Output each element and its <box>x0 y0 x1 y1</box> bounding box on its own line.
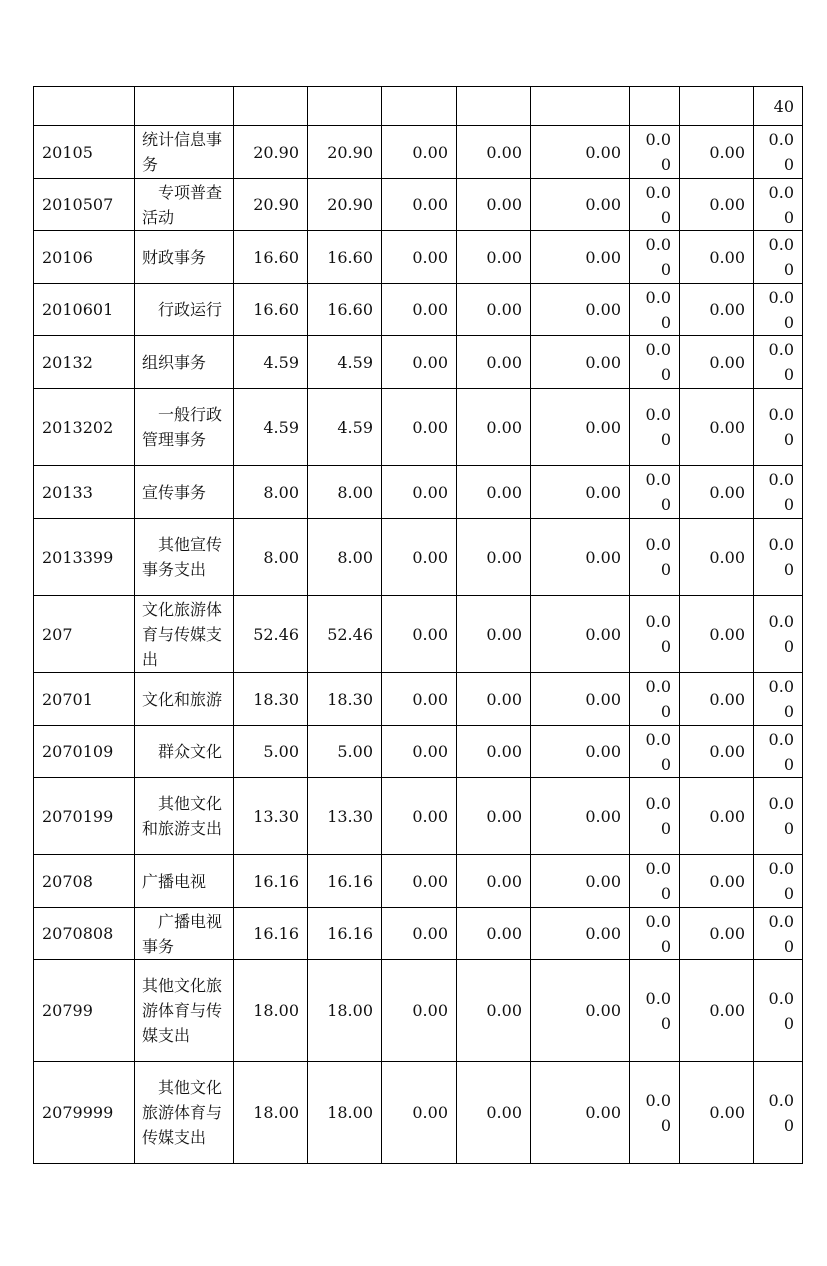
value-col-2: 13.30 <box>308 778 382 855</box>
value-col-7: 0.00 <box>680 389 754 466</box>
value-col-2: 16.16 <box>308 908 382 960</box>
value-col-6: 0.0 0 <box>630 179 680 231</box>
table-row <box>34 231 803 284</box>
value-col-4: 0.00 <box>457 726 531 778</box>
subject-code: 20701 <box>34 673 135 726</box>
subject-code: 20132 <box>34 336 135 389</box>
value-col-2: 8.00 <box>308 519 382 596</box>
table-row-top <box>34 87 803 126</box>
subject-name: 宣传事务 <box>135 466 234 519</box>
empty-cell <box>382 87 457 126</box>
value-col-4: 0.00 <box>457 466 531 519</box>
value-col-4: 0.00 <box>457 179 531 231</box>
value-col-4: 0.00 <box>457 778 531 855</box>
subject-name: 财政事务 <box>135 231 234 284</box>
value-col-1: 4.59 <box>234 389 308 466</box>
value-col-8: 0.0 0 <box>754 284 803 336</box>
subject-code: 2070109 <box>34 726 135 778</box>
subject-name: 广播电视事务 <box>135 908 234 960</box>
table-row <box>34 855 803 908</box>
value-col-1: 16.60 <box>234 231 308 284</box>
value-col-6: 0.0 0 <box>630 466 680 519</box>
value-col-2: 18.00 <box>308 1062 382 1164</box>
table-row <box>34 726 803 778</box>
value-col-3: 0.00 <box>382 389 457 466</box>
value-col-3: 0.00 <box>382 1062 457 1164</box>
subject-code: 20133 <box>34 466 135 519</box>
value-col-5: 0.00 <box>531 778 630 855</box>
empty-cell <box>630 87 680 126</box>
value-col-3: 0.00 <box>382 284 457 336</box>
value-col-7: 0.00 <box>680 519 754 596</box>
value-col-4: 0.00 <box>457 908 531 960</box>
table-row <box>34 126 803 179</box>
value-col-5: 0.00 <box>531 126 630 179</box>
value-col-1: 16.16 <box>234 908 308 960</box>
value-col-7: 0.00 <box>680 179 754 231</box>
empty-cell <box>308 87 382 126</box>
value-col-1: 18.30 <box>234 673 308 726</box>
value-col-6: 0.0 0 <box>630 908 680 960</box>
value-col-7: 0.00 <box>680 908 754 960</box>
value-col-1: 16.16 <box>234 855 308 908</box>
value-col-8: 0.0 0 <box>754 519 803 596</box>
value-col-3: 0.00 <box>382 466 457 519</box>
empty-cell <box>135 87 234 126</box>
value-col-7: 0.00 <box>680 673 754 726</box>
value-col-5: 0.00 <box>531 519 630 596</box>
value-col-3: 0.00 <box>382 960 457 1062</box>
value-col-6: 0.0 0 <box>630 336 680 389</box>
value-col-1: 13.30 <box>234 778 308 855</box>
value-col-5: 0.00 <box>531 466 630 519</box>
value-col-3: 0.00 <box>382 336 457 389</box>
value-col-6: 0.0 0 <box>630 855 680 908</box>
value-col-8: 0.0 0 <box>754 389 803 466</box>
value-col-6: 0.0 0 <box>630 960 680 1062</box>
value-col-7: 0.00 <box>680 336 754 389</box>
subject-name: 其他宣传事务支出 <box>135 519 234 596</box>
value-col-8: 0.0 0 <box>754 179 803 231</box>
value-col-7: 0.00 <box>680 466 754 519</box>
subject-code: 2070808 <box>34 908 135 960</box>
value-col-2: 20.90 <box>308 179 382 231</box>
subject-code: 2010507 <box>34 179 135 231</box>
subject-name: 行政运行 <box>135 284 234 336</box>
table-row <box>34 1062 803 1164</box>
value-col-6: 0.0 0 <box>630 231 680 284</box>
value-col-8: 0.0 0 <box>754 596 803 673</box>
value-col-1: 8.00 <box>234 519 308 596</box>
empty-cell <box>234 87 308 126</box>
value-col-2: 20.90 <box>308 126 382 179</box>
subject-name: 其他文化旅游体育与传媒支出 <box>135 1062 234 1164</box>
subject-name: 其他文化和旅游支出 <box>135 778 234 855</box>
value-col-4: 0.00 <box>457 389 531 466</box>
value-col-2: 4.59 <box>308 336 382 389</box>
subject-name: 统计信息事务 <box>135 126 234 179</box>
value-col-6: 0.0 0 <box>630 1062 680 1164</box>
table-row <box>34 673 803 726</box>
value-col-1: 20.90 <box>234 126 308 179</box>
value-col-6: 0.0 0 <box>630 519 680 596</box>
value-col-3: 0.00 <box>382 908 457 960</box>
value-col-8: 0.0 0 <box>754 855 803 908</box>
value-col-4: 0.00 <box>457 231 531 284</box>
subject-code: 2079999 <box>34 1062 135 1164</box>
subject-code: 2010601 <box>34 284 135 336</box>
subject-name: 群众文化 <box>135 726 234 778</box>
value-col-3: 0.00 <box>382 179 457 231</box>
value-col-3: 0.00 <box>382 231 457 284</box>
value-col-4: 0.00 <box>457 519 531 596</box>
value-col-5: 0.00 <box>531 1062 630 1164</box>
value-col-6: 0.0 0 <box>630 726 680 778</box>
value-col-2: 5.00 <box>308 726 382 778</box>
subject-name: 文化旅游体育与传媒支出 <box>135 596 234 673</box>
value-col-8: 0.0 0 <box>754 126 803 179</box>
value-col-5: 0.00 <box>531 284 630 336</box>
value-col-6: 0.0 0 <box>630 284 680 336</box>
subject-name: 文化和旅游 <box>135 673 234 726</box>
value-col-6: 0.0 0 <box>630 778 680 855</box>
subject-code: 20106 <box>34 231 135 284</box>
budget-table <box>33 86 803 1164</box>
value-col-1: 20.90 <box>234 179 308 231</box>
value-col-6: 0.0 0 <box>630 126 680 179</box>
value-col-4: 0.00 <box>457 1062 531 1164</box>
value-col-3: 0.00 <box>382 596 457 673</box>
value-col-1: 5.00 <box>234 726 308 778</box>
value-col-2: 52.46 <box>308 596 382 673</box>
value-col-2: 16.16 <box>308 855 382 908</box>
subject-name: 广播电视 <box>135 855 234 908</box>
value-col-3: 0.00 <box>382 778 457 855</box>
value-col-8: 0.0 0 <box>754 778 803 855</box>
value-col-3: 0.00 <box>382 519 457 596</box>
value-col-5: 0.00 <box>531 908 630 960</box>
table-row <box>34 466 803 519</box>
value-col-1: 52.46 <box>234 596 308 673</box>
value-col-1: 18.00 <box>234 1062 308 1164</box>
value-col-4: 0.00 <box>457 126 531 179</box>
value-col-4: 0.00 <box>457 673 531 726</box>
value-col-8: 0.0 0 <box>754 1062 803 1164</box>
value-col-8: 0.0 0 <box>754 231 803 284</box>
value-col-5: 0.00 <box>531 960 630 1062</box>
value-col-4: 0.00 <box>457 596 531 673</box>
subject-code: 207 <box>34 596 135 673</box>
table-row <box>34 908 803 960</box>
value-col-6: 0.0 0 <box>630 389 680 466</box>
value-col-7: 0.00 <box>680 231 754 284</box>
value-col-5: 0.00 <box>531 179 630 231</box>
value-col-4: 0.00 <box>457 336 531 389</box>
value-col-2: 16.60 <box>308 284 382 336</box>
empty-cell <box>531 87 630 126</box>
subject-name: 专项普查活动 <box>135 179 234 231</box>
empty-cell <box>457 87 531 126</box>
value-col-1: 4.59 <box>234 336 308 389</box>
value-col-5: 0.00 <box>531 336 630 389</box>
empty-cell <box>34 87 135 126</box>
subject-code: 2070199 <box>34 778 135 855</box>
value-col-7: 0.00 <box>680 1062 754 1164</box>
value-col-2: 8.00 <box>308 466 382 519</box>
table-row <box>34 284 803 336</box>
value-col-1: 16.60 <box>234 284 308 336</box>
value-col-5: 0.00 <box>531 389 630 466</box>
subject-name: 一般行政管理事务 <box>135 389 234 466</box>
value-col-4: 0.00 <box>457 855 531 908</box>
value-col-4: 0.00 <box>457 960 531 1062</box>
subject-code: 20799 <box>34 960 135 1062</box>
value-col-7: 0.00 <box>680 855 754 908</box>
value-col-2: 4.59 <box>308 389 382 466</box>
value-col-8: 0.0 0 <box>754 336 803 389</box>
table-row <box>34 336 803 389</box>
table-row <box>34 596 803 673</box>
value-col-5: 0.00 <box>531 673 630 726</box>
value-col-4: 0.00 <box>457 284 531 336</box>
subject-name: 组织事务 <box>135 336 234 389</box>
empty-cell <box>680 87 754 126</box>
value-col-8: 0.0 0 <box>754 673 803 726</box>
value-col-7: 0.00 <box>680 596 754 673</box>
value-col-8: 0.0 0 <box>754 466 803 519</box>
value-col-3: 0.00 <box>382 126 457 179</box>
value-col-7: 0.00 <box>680 778 754 855</box>
value-col-3: 0.00 <box>382 855 457 908</box>
table-row <box>34 778 803 855</box>
value-col-8: 0.0 0 <box>754 908 803 960</box>
value-col-5: 0.00 <box>531 855 630 908</box>
value-col-6: 0.0 0 <box>630 596 680 673</box>
value-col-7: 0.00 <box>680 960 754 1062</box>
value-col-5: 0.00 <box>531 596 630 673</box>
value-col-2: 18.30 <box>308 673 382 726</box>
subject-code: 2013399 <box>34 519 135 596</box>
table-row <box>34 389 803 466</box>
value-col-6: 0.0 0 <box>630 673 680 726</box>
value-col-5: 0.00 <box>531 726 630 778</box>
value-col-5: 0.00 <box>531 231 630 284</box>
value-col-1: 8.00 <box>234 466 308 519</box>
value-col-7: 0.00 <box>680 726 754 778</box>
table-row <box>34 519 803 596</box>
subject-code: 2013202 <box>34 389 135 466</box>
page-number: 40 <box>754 87 803 126</box>
value-col-7: 0.00 <box>680 284 754 336</box>
value-col-2: 16.60 <box>308 231 382 284</box>
subject-code: 20708 <box>34 855 135 908</box>
value-col-3: 0.00 <box>382 726 457 778</box>
table-row <box>34 960 803 1062</box>
subject-code: 20105 <box>34 126 135 179</box>
value-col-3: 0.00 <box>382 673 457 726</box>
value-col-8: 0.0 0 <box>754 726 803 778</box>
table-row <box>34 179 803 231</box>
value-col-8: 0.0 0 <box>754 960 803 1062</box>
value-col-1: 18.00 <box>234 960 308 1062</box>
subject-name: 其他文化旅游体育与传媒支出 <box>135 960 234 1062</box>
value-col-7: 0.00 <box>680 126 754 179</box>
value-col-2: 18.00 <box>308 960 382 1062</box>
